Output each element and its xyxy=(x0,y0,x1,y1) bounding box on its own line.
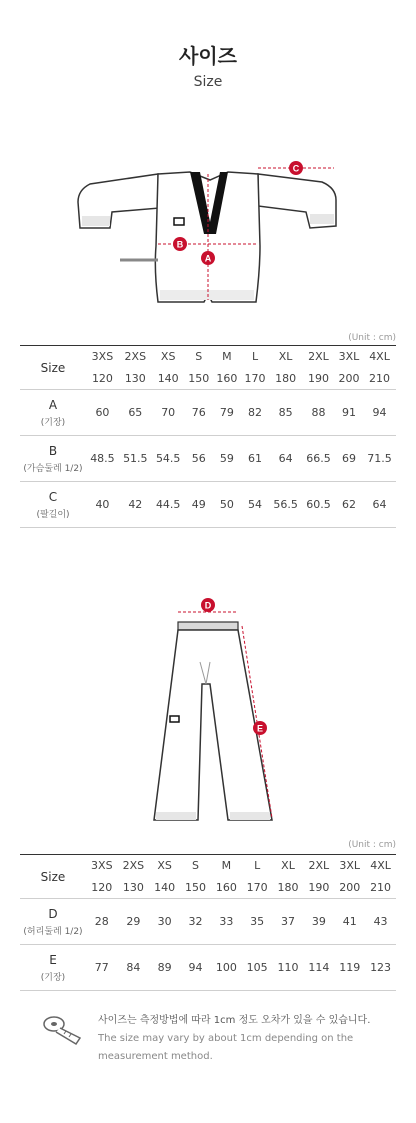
value-cell: 60 xyxy=(86,390,119,436)
value-cell: 41 xyxy=(334,899,365,945)
height-cell: 160 xyxy=(215,880,237,894)
size-cell: XL xyxy=(269,346,302,368)
size-cell: L xyxy=(242,855,273,877)
value-cell: 49 xyxy=(185,482,213,528)
value-cell: 119 xyxy=(334,945,365,991)
value-cell: 40 xyxy=(86,482,119,528)
note-english: The size may vary by about 1cm depending on the measurement method. xyxy=(98,1033,354,1062)
value-cell: 28 xyxy=(86,899,118,945)
row-label-d: D (허리둘레 1/2) xyxy=(20,899,86,945)
value-cell: 64 xyxy=(269,436,302,482)
value-cell: 89 xyxy=(149,945,180,991)
value-cell: 56.5 xyxy=(269,482,302,528)
height-cell: 140 xyxy=(154,880,176,894)
height-cell: 180 xyxy=(275,371,297,385)
marker-d: D xyxy=(204,600,212,611)
size-cell: L xyxy=(241,346,269,368)
value-cell: 43 xyxy=(365,899,396,945)
height-cell: 150 xyxy=(188,371,210,385)
size-cell: S xyxy=(185,346,213,368)
value-cell: 64 xyxy=(363,482,396,528)
height-cell: 190 xyxy=(308,880,330,894)
value-cell: 33 xyxy=(211,899,242,945)
marker-a: A xyxy=(204,253,212,264)
height-cell: 120 xyxy=(91,880,113,894)
height-cell: 170 xyxy=(246,880,268,894)
value-cell: 44.5 xyxy=(152,482,185,528)
size-cell: S xyxy=(180,855,211,877)
value-cell: 61 xyxy=(241,436,269,482)
height-cell: 180 xyxy=(277,880,299,894)
marker-c: C xyxy=(292,163,300,174)
value-cell: 42 xyxy=(119,482,152,528)
value-cell: 94 xyxy=(180,945,211,991)
value-cell: 71.5 xyxy=(363,436,396,482)
note-korean: 사이즈는 측정방법에 따라 1cm 정도 오차가 있을 수 있습니다. xyxy=(98,1015,371,1026)
height-cell: 190 xyxy=(307,371,329,385)
jacket-illustration xyxy=(70,150,350,320)
marker-b: B xyxy=(176,239,184,250)
height-cell: 170 xyxy=(244,371,266,385)
value-cell: 84 xyxy=(118,945,150,991)
value-cell: 50 xyxy=(213,482,241,528)
row-label-a: A (기장) xyxy=(20,390,86,436)
marker-e: E xyxy=(256,723,264,734)
size-cell: 3XS xyxy=(86,855,118,877)
value-cell: 79 xyxy=(213,390,241,436)
value-cell: 69 xyxy=(335,436,363,482)
height-cell: 210 xyxy=(369,371,391,385)
size-cell: 3XS xyxy=(86,346,119,368)
page-subtitle: Size xyxy=(193,74,223,90)
value-cell: 110 xyxy=(273,945,304,991)
row-label-c: C (팔길이) xyxy=(20,482,86,528)
size-cell: M xyxy=(211,855,242,877)
value-cell: 56 xyxy=(185,436,213,482)
value-cell: 91 xyxy=(335,390,363,436)
height-cell: 130 xyxy=(122,880,144,894)
value-cell: 100 xyxy=(211,945,242,991)
size-cell: XS xyxy=(149,855,180,877)
value-cell: 32 xyxy=(180,899,211,945)
value-cell: 94 xyxy=(363,390,396,436)
measurement-note xyxy=(98,1012,398,1066)
value-cell: 59 xyxy=(213,436,241,482)
size-cell: 4XL xyxy=(363,346,396,368)
value-cell: 76 xyxy=(185,390,213,436)
value-cell: 88 xyxy=(302,390,335,436)
size-cell: 2XS xyxy=(118,855,150,877)
value-cell: 77 xyxy=(86,945,118,991)
value-cell: 82 xyxy=(241,390,269,436)
height-cell: 120 xyxy=(91,371,113,385)
value-cell: 29 xyxy=(118,899,150,945)
height-cell: 210 xyxy=(370,880,392,894)
size-cell: XL xyxy=(273,855,304,877)
value-cell: 85 xyxy=(269,390,302,436)
value-cell: 70 xyxy=(152,390,185,436)
row-label-e: E (기장) xyxy=(20,945,86,991)
value-cell: 62 xyxy=(335,482,363,528)
size-cell: 2XL xyxy=(302,346,335,368)
value-cell: 123 xyxy=(365,945,396,991)
page-title: 사이즈 xyxy=(179,44,237,68)
height-cell: 200 xyxy=(338,371,360,385)
bottom-size-table xyxy=(20,854,396,991)
size-cell: 3XL xyxy=(334,855,365,877)
value-cell: 65 xyxy=(119,390,152,436)
value-cell: 37 xyxy=(273,899,304,945)
size-cell: XS xyxy=(152,346,185,368)
size-header: Size xyxy=(20,346,86,390)
size-cell: 2XS xyxy=(119,346,152,368)
value-cell: 54 xyxy=(241,482,269,528)
value-cell: 54.5 xyxy=(152,436,185,482)
size-cell: 2XL xyxy=(303,855,334,877)
unit-label-1: (Unit : cm) xyxy=(348,333,396,343)
value-cell: 114 xyxy=(303,945,334,991)
value-cell: 39 xyxy=(303,899,334,945)
height-cell: 160 xyxy=(216,371,238,385)
tape-measure-icon xyxy=(40,1012,84,1046)
value-cell: 35 xyxy=(242,899,273,945)
row-label-b: B (가슴둘레 1/2) xyxy=(20,436,86,482)
height-cell: 130 xyxy=(124,371,146,385)
unit-label-2: (Unit : cm) xyxy=(348,840,396,850)
size-cell: 4XL xyxy=(365,855,396,877)
value-cell: 66.5 xyxy=(302,436,335,482)
value-cell: 60.5 xyxy=(302,482,335,528)
size-header: Size xyxy=(20,855,86,899)
pants-illustration xyxy=(140,592,290,832)
value-cell: 51.5 xyxy=(119,436,152,482)
height-cell: 200 xyxy=(339,880,361,894)
value-cell: 105 xyxy=(242,945,273,991)
top-size-table xyxy=(20,345,396,528)
size-cell: M xyxy=(213,346,241,368)
value-cell: 48.5 xyxy=(86,436,119,482)
height-cell: 150 xyxy=(184,880,206,894)
value-cell: 30 xyxy=(149,899,180,945)
height-cell: 140 xyxy=(157,371,179,385)
size-cell: 3XL xyxy=(335,346,363,368)
